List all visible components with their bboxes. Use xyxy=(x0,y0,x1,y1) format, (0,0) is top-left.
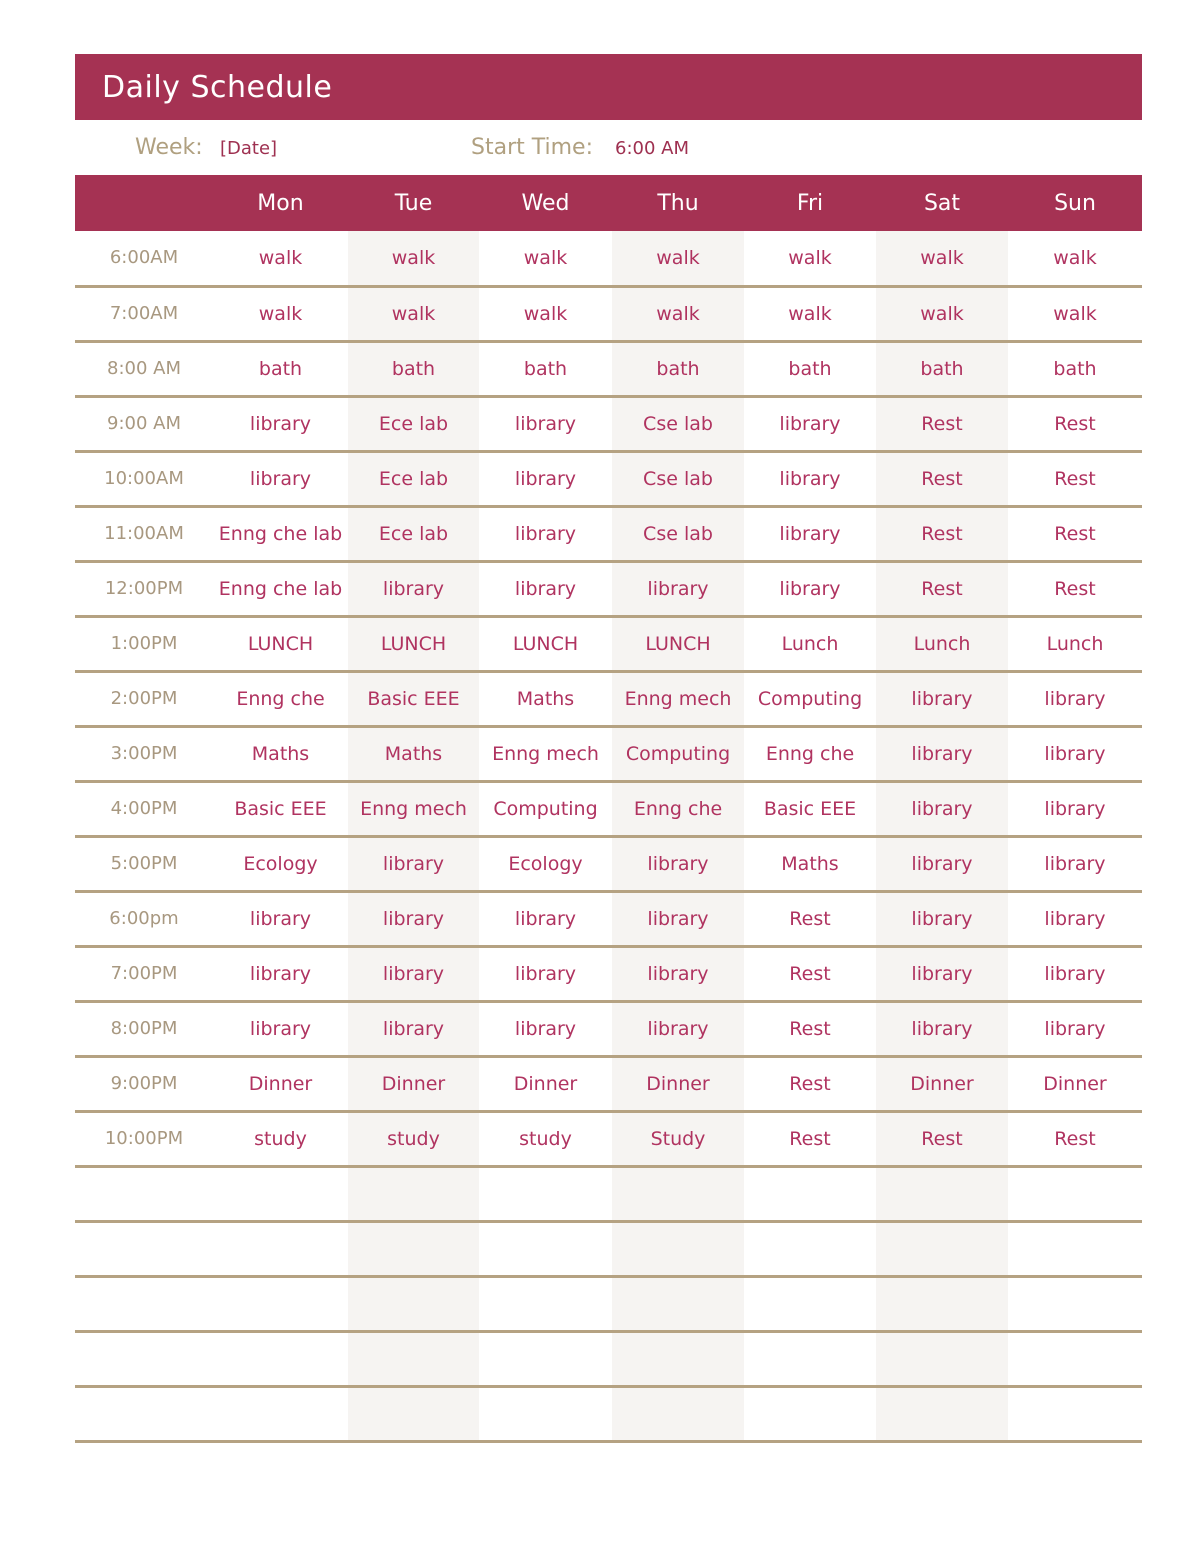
time-cell[interactable]: 4:00PM xyxy=(75,781,213,836)
schedule-cell-sat[interactable]: Rest xyxy=(876,1111,1008,1166)
schedule-cell-sat[interactable]: walk xyxy=(876,231,1008,286)
schedule-cell-fri[interactable]: Maths xyxy=(744,836,876,891)
schedule-cell-sat[interactable] xyxy=(876,1386,1008,1441)
table-header xyxy=(75,175,1142,231)
schedule-cell-sat[interactable]: Dinner xyxy=(876,1056,1008,1111)
page-title: Daily Schedule xyxy=(102,69,333,105)
time-cell[interactable]: 11:00AM xyxy=(75,506,213,561)
schedule-cell-wed[interactable] xyxy=(479,1386,612,1441)
table-row xyxy=(75,891,1142,946)
table-row xyxy=(75,451,1142,506)
table-row xyxy=(75,396,1142,451)
schedule-cell-tue[interactable]: walk xyxy=(348,231,479,286)
schedule-cell-sat[interactable]: library xyxy=(876,891,1008,946)
schedule-cell-mon[interactable] xyxy=(213,1276,348,1331)
schedule-cell-wed[interactable]: library xyxy=(479,891,612,946)
schedule-cell-fri[interactable]: bath xyxy=(744,341,876,396)
schedule-cell-thu[interactable] xyxy=(612,1276,744,1331)
table-row xyxy=(75,231,1142,286)
schedule-cell-sun[interactable]: Rest xyxy=(1008,561,1142,616)
time-cell[interactable]: 10:00AM xyxy=(75,451,213,506)
schedule-cell-fri[interactable]: library xyxy=(744,396,876,451)
schedule-cell-sun[interactable] xyxy=(1008,1386,1142,1441)
table-row xyxy=(75,781,1142,836)
schedule-cell-sun[interactable]: library xyxy=(1008,946,1142,1001)
schedule-cell-thu[interactable]: Dinner xyxy=(612,1056,744,1111)
schedule-cell-tue[interactable]: bath xyxy=(348,341,479,396)
schedule-cell-sun[interactable]: library xyxy=(1008,726,1142,781)
time-cell[interactable]: 6:00pm xyxy=(75,891,213,946)
schedule-cell-thu[interactable]: library xyxy=(612,836,744,891)
schedule-cell-wed[interactable]: walk xyxy=(479,231,612,286)
schedule-cell-wed[interactable] xyxy=(479,1276,612,1331)
schedule-cell-sat[interactable]: library xyxy=(876,836,1008,891)
day-header-wed: Wed xyxy=(521,190,570,216)
table-row xyxy=(75,1331,1142,1386)
time-cell[interactable]: 10:00PM xyxy=(75,1111,213,1166)
time-cell[interactable]: 6:00AM xyxy=(75,231,213,286)
day-header-tue: Tue xyxy=(394,190,433,216)
schedule-cell-thu[interactable]: Cse lab xyxy=(612,396,744,451)
schedule-cell-fri[interactable]: Rest xyxy=(744,946,876,1001)
schedule-cell-thu[interactable]: bath xyxy=(612,341,744,396)
schedule-cell-wed[interactable]: walk xyxy=(479,286,612,341)
schedule-cell-tue[interactable]: LUNCH xyxy=(348,616,479,671)
schedule-cell-mon[interactable]: library xyxy=(213,891,348,946)
schedule-cell-sun[interactable]: walk xyxy=(1008,286,1142,341)
time-cell[interactable]: 2:00PM xyxy=(75,671,213,726)
schedule-cell-tue[interactable] xyxy=(348,1386,479,1441)
table-row xyxy=(75,726,1142,781)
schedule-cell-sun[interactable]: Rest xyxy=(1008,451,1142,506)
table-row xyxy=(75,836,1142,891)
time-cell[interactable]: 9:00 AM xyxy=(75,396,213,451)
schedule-cell-sat[interactable] xyxy=(876,1331,1008,1386)
table-row xyxy=(75,1276,1142,1331)
time-cell[interactable] xyxy=(75,1166,213,1221)
schedule-cell-sat[interactable]: library xyxy=(876,1001,1008,1056)
header-row xyxy=(75,175,1142,231)
schedule-cell-tue[interactable] xyxy=(348,1276,479,1331)
table-row xyxy=(75,506,1142,561)
schedule-cell-tue[interactable]: Enng mech xyxy=(348,781,479,836)
schedule-cell-thu[interactable] xyxy=(612,1221,744,1276)
schedule-cell-fri[interactable] xyxy=(744,1276,876,1331)
schedule-cell-wed[interactable]: Dinner xyxy=(479,1056,612,1111)
schedule-cell-thu[interactable] xyxy=(612,1331,744,1386)
schedule-cell-tue[interactable]: Ece lab xyxy=(348,451,479,506)
schedule-cell-fri[interactable] xyxy=(744,1166,876,1221)
schedule-sheet xyxy=(75,54,1142,1443)
schedule-cell-thu[interactable]: Study xyxy=(612,1111,744,1166)
table-row xyxy=(75,1386,1142,1441)
schedule-cell-mon[interactable] xyxy=(213,1221,348,1276)
table-row xyxy=(75,561,1142,616)
schedule-cell-sat[interactable]: library xyxy=(876,781,1008,836)
time-column-header xyxy=(75,175,213,231)
schedule-cell-fri[interactable] xyxy=(744,1331,876,1386)
day-header-thu: Thu xyxy=(657,190,699,216)
schedule-cell-tue[interactable]: Dinner xyxy=(348,1056,479,1111)
table-row xyxy=(75,1001,1142,1056)
schedule-cell-sat[interactable]: library xyxy=(876,946,1008,1001)
schedule-cell-mon[interactable]: walk xyxy=(213,286,348,341)
schedule-cell-mon[interactable] xyxy=(213,1166,348,1221)
schedule-cell-fri[interactable]: library xyxy=(744,451,876,506)
schedule-cell-tue[interactable]: library xyxy=(348,946,479,1001)
schedule-cell-mon[interactable]: LUNCH xyxy=(213,616,348,671)
schedule-cell-sun[interactable] xyxy=(1008,1166,1142,1221)
schedule-cell-sat[interactable]: Rest xyxy=(876,451,1008,506)
table-row xyxy=(75,1221,1142,1276)
schedule-cell-wed[interactable] xyxy=(479,1166,612,1221)
day-header-mon: Mon xyxy=(257,190,304,216)
schedule-cell-sat[interactable] xyxy=(876,1276,1008,1331)
time-cell[interactable]: 12:00PM xyxy=(75,561,213,616)
schedule-cell-sun[interactable]: Rest xyxy=(1008,506,1142,561)
schedule-cell-sat[interactable]: walk xyxy=(876,286,1008,341)
schedule-cell-tue[interactable]: library xyxy=(348,561,479,616)
time-cell[interactable]: 1:00PM xyxy=(75,616,213,671)
title-bar xyxy=(75,54,1142,120)
schedule-cell-thu[interactable]: Cse lab xyxy=(612,506,744,561)
schedule-cell-thu[interactable]: Computing xyxy=(612,726,744,781)
schedule-cell-fri[interactable]: walk xyxy=(744,286,876,341)
time-cell[interactable]: 8:00PM xyxy=(75,1001,213,1056)
day-header-fri: Fri xyxy=(796,190,824,216)
schedule-cell-tue[interactable]: Maths xyxy=(348,726,479,781)
schedule-cell-tue[interactable] xyxy=(348,1221,479,1276)
schedule-cell-thu[interactable]: walk xyxy=(612,286,744,341)
schedule-cell-mon[interactable]: library xyxy=(213,946,348,1001)
week-value[interactable]: [Date] xyxy=(220,138,278,159)
schedule-cell-sun[interactable]: library xyxy=(1008,781,1142,836)
schedule-cell-wed[interactable] xyxy=(479,1221,612,1276)
schedule-cell-mon[interactable]: walk xyxy=(213,231,348,286)
schedule-cell-mon[interactable]: library xyxy=(213,451,348,506)
schedule-cell-fri[interactable]: walk xyxy=(744,231,876,286)
schedule-cell-wed[interactable]: library xyxy=(479,946,612,1001)
schedule-cell-wed[interactable]: Enng mech xyxy=(479,726,612,781)
schedule-cell-sat[interactable]: library xyxy=(876,726,1008,781)
schedule-cell-sun[interactable]: Rest xyxy=(1008,396,1142,451)
table-row xyxy=(75,341,1142,396)
schedule-cell-sat[interactable]: Rest xyxy=(876,396,1008,451)
schedule-cell-wed[interactable]: library xyxy=(479,396,612,451)
schedule-cell-tue[interactable]: walk xyxy=(348,286,479,341)
schedule-cell-tue[interactable]: Ece lab xyxy=(348,396,479,451)
schedule-cell-tue[interactable]: library xyxy=(348,891,479,946)
schedule-cell-fri[interactable]: Enng che xyxy=(744,726,876,781)
start-time-label: Start Time: xyxy=(471,135,593,160)
schedule-cell-sun[interactable] xyxy=(1008,1331,1142,1386)
day-header-sat: Sat xyxy=(923,190,961,216)
time-cell[interactable] xyxy=(75,1386,213,1441)
schedule-cell-wed[interactable]: bath xyxy=(479,341,612,396)
schedule-cell-sat[interactable] xyxy=(876,1221,1008,1276)
schedule-cell-mon[interactable]: Enng che lab xyxy=(213,506,348,561)
schedule-cell-sun[interactable]: library xyxy=(1008,671,1142,726)
schedule-cell-mon[interactable]: library xyxy=(213,396,348,451)
schedule-cell-tue[interactable]: study xyxy=(348,1111,479,1166)
schedule-cell-mon[interactable] xyxy=(213,1331,348,1386)
table-row xyxy=(75,1056,1142,1111)
schedule-cell-wed[interactable]: library xyxy=(479,451,612,506)
schedule-cell-tue[interactable]: Ece lab xyxy=(348,506,479,561)
schedule-cell-mon[interactable]: Maths xyxy=(213,726,348,781)
schedule-cell-mon[interactable] xyxy=(213,1386,348,1441)
schedule-cell-sun[interactable] xyxy=(1008,1221,1142,1276)
schedule-cell-thu[interactable]: walk xyxy=(612,231,744,286)
table-row xyxy=(75,286,1142,341)
time-cell[interactable]: 5:00PM xyxy=(75,836,213,891)
schedule-cell-mon[interactable]: study xyxy=(213,1111,348,1166)
schedule-cell-fri[interactable]: Rest xyxy=(744,1111,876,1166)
schedule-cell-sun[interactable]: walk xyxy=(1008,231,1142,286)
schedule-cell-sun[interactable]: library xyxy=(1008,891,1142,946)
time-cell[interactable]: 7:00PM xyxy=(75,946,213,1001)
schedule-cell-mon[interactable]: Enng che xyxy=(213,671,348,726)
schedule-cell-tue[interactable]: library xyxy=(348,1001,479,1056)
schedule-cell-fri[interactable] xyxy=(744,1221,876,1276)
schedule-cell-fri[interactable]: library xyxy=(744,561,876,616)
day-header-sun: Sun xyxy=(1054,190,1096,216)
schedule-cell-sun[interactable]: library xyxy=(1008,1001,1142,1056)
table-row xyxy=(75,946,1142,1001)
schedule-cell-mon[interactable]: library xyxy=(213,1001,348,1056)
schedule-cell-mon[interactable]: Ecology xyxy=(213,836,348,891)
schedule-cell-thu[interactable]: library xyxy=(612,561,744,616)
schedule-cell-fri[interactable]: Computing xyxy=(744,671,876,726)
meta-row xyxy=(75,120,1142,175)
time-cell[interactable]: 7:00AM xyxy=(75,286,213,341)
schedule-cell-fri[interactable]: Basic EEE xyxy=(744,781,876,836)
schedule-cell-thu[interactable]: Enng che xyxy=(612,781,744,836)
schedule-cell-sun[interactable]: library xyxy=(1008,836,1142,891)
schedule-cell-sun[interactable]: Lunch xyxy=(1008,616,1142,671)
time-cell[interactable] xyxy=(75,1276,213,1331)
schedule-table xyxy=(75,175,1142,1443)
schedule-cell-mon[interactable]: Enng che lab xyxy=(213,561,348,616)
schedule-cell-sat[interactable]: Rest xyxy=(876,561,1008,616)
time-cell[interactable] xyxy=(75,1221,213,1276)
schedule-cell-thu[interactable] xyxy=(612,1386,744,1441)
schedule-cell-fri[interactable]: library xyxy=(744,506,876,561)
table-row xyxy=(75,616,1142,671)
schedule-cell-sun[interactable]: Dinner xyxy=(1008,1056,1142,1111)
schedule-cell-wed[interactable]: LUNCH xyxy=(479,616,612,671)
schedule-cell-thu[interactable]: library xyxy=(612,891,744,946)
schedule-cell-sat[interactable] xyxy=(876,1166,1008,1221)
time-cell[interactable] xyxy=(75,1331,213,1386)
schedule-cell-tue[interactable]: Basic EEE xyxy=(348,671,479,726)
schedule-cell-sat[interactable]: Rest xyxy=(876,506,1008,561)
schedule-cell-thu[interactable]: library xyxy=(612,1001,744,1056)
schedule-cell-fri[interactable] xyxy=(744,1386,876,1441)
schedule-cell-fri[interactable]: Rest xyxy=(744,891,876,946)
schedule-cell-wed[interactable]: Computing xyxy=(479,781,612,836)
schedule-cell-tue[interactable]: library xyxy=(348,836,479,891)
week-label: Week: xyxy=(135,135,203,160)
schedule-cell-sun[interactable]: bath xyxy=(1008,341,1142,396)
time-cell[interactable]: 3:00PM xyxy=(75,726,213,781)
schedule-cell-fri[interactable]: Rest xyxy=(744,1001,876,1056)
schedule-cell-fri[interactable]: Rest xyxy=(744,1056,876,1111)
schedule-cell-mon[interactable]: Dinner xyxy=(213,1056,348,1111)
table-row xyxy=(75,671,1142,726)
schedule-cell-wed[interactable]: study xyxy=(479,1111,612,1166)
schedule-cell-wed[interactable] xyxy=(479,1331,612,1386)
schedule-cell-wed[interactable]: library xyxy=(479,1001,612,1056)
table-row xyxy=(75,1111,1142,1166)
schedule-cell-sun[interactable] xyxy=(1008,1276,1142,1331)
schedule-cell-thu[interactable]: LUNCH xyxy=(612,616,744,671)
schedule-cell-thu[interactable] xyxy=(612,1166,744,1221)
schedule-cell-sat[interactable]: Lunch xyxy=(876,616,1008,671)
schedule-cell-wed[interactable]: library xyxy=(479,506,612,561)
table-row xyxy=(75,1166,1142,1221)
schedule-cell-fri[interactable]: Lunch xyxy=(744,616,876,671)
schedule-cell-wed[interactable]: Ecology xyxy=(479,836,612,891)
schedule-cell-sat[interactable]: library xyxy=(876,671,1008,726)
schedule-cell-sun[interactable]: Rest xyxy=(1008,1111,1142,1166)
table-body xyxy=(75,231,1142,1441)
schedule-cell-thu[interactable]: library xyxy=(612,946,744,1001)
schedule-cell-wed[interactable]: Maths xyxy=(479,671,612,726)
schedule-cell-mon[interactable]: Basic EEE xyxy=(213,781,348,836)
schedule-cell-tue[interactable] xyxy=(348,1166,479,1221)
schedule-cell-wed[interactable]: library xyxy=(479,561,612,616)
schedule-cell-tue[interactable] xyxy=(348,1331,479,1386)
time-cell[interactable]: 8:00 AM xyxy=(75,341,213,396)
schedule-cell-thu[interactable]: Enng mech xyxy=(612,671,744,726)
schedule-cell-mon[interactable]: bath xyxy=(213,341,348,396)
schedule-cell-thu[interactable]: Cse lab xyxy=(612,451,744,506)
time-cell[interactable]: 9:00PM xyxy=(75,1056,213,1111)
start-time-value[interactable]: 6:00 AM xyxy=(615,138,689,159)
schedule-cell-sat[interactable]: bath xyxy=(876,341,1008,396)
